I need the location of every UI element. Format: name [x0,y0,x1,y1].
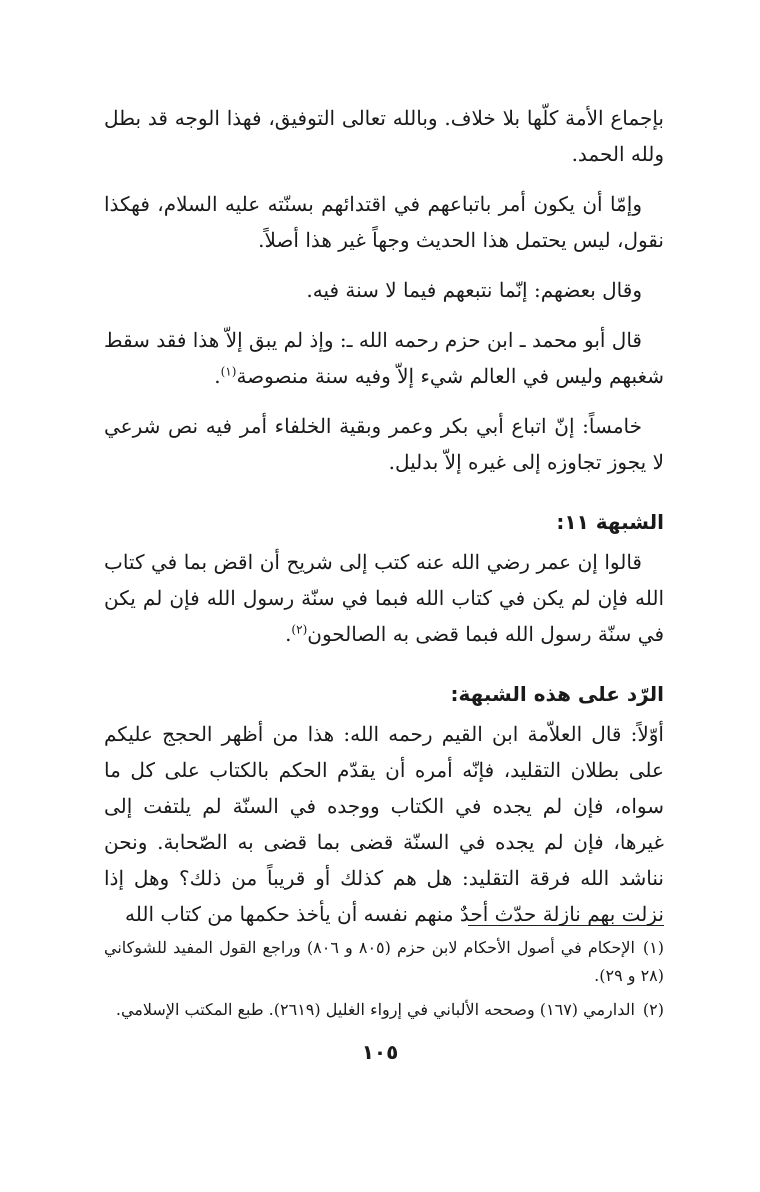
footnote-2-text: الدارمي (١٦٧) وصححه الألباني في إرواء الغليل (٢٦١٩). طبع المكتب الإسلامي. [115,1000,635,1019]
footnotes [104,934,664,1030]
paragraph-ijma: بإجماع الأمة كلّها بلا خلاف. وبالله تعالى التوفيق، فهذا الوجه قد بطل ولله الحمد. [104,106,664,166]
footnote-1-number: (١) [642,938,665,957]
ibn-hazm-tail: . [214,364,221,388]
footnote-divider [468,925,664,926]
footnote-ref-2[interactable]: (٢) [291,622,308,637]
paragraph-ibn-hazm [104,322,664,394]
paragraph-radd-text: أوّلاً: قال العلاّمة ابن القيم رحمه الله: هذا من أظهر الحجج عليكم على بطلان التقليد، فإنّه أمره أن يقدّم الحكم بالكتاب على كل ما سواه، فإن لم يجده في الكتاب ووجده في السنّة لم يلتفت إلى غيرها، فإن لم يجده في السنّة قضى بما قضى به الصّحابة. ونحن نناشد الله فرقة التقليد: هل هم كذلك أو قريباً من ذلك؟ وهل إذا نزلت بهم نازلة حدّث أحدٌ منهم نفسه أن يأخذ حكمها من كتاب الله [104,722,664,926]
shubha-tail: . [285,622,292,646]
ibn-hazm-text: قال أبو محمد ـ ابن حزم رحمه الله ـ: وإذ لم يبق إلاّ هذا فقد سقط شغبهم وليس في العالم شيء إلاّ وفيه سنة منصوصة [104,328,664,388]
heading-radd: الرّد على هذه الشبهة: [450,682,664,706]
footnote-ref-1[interactable]: (١) [220,364,237,379]
footnote-2-number: (٢) [642,1000,664,1019]
footnote-1 [104,934,664,990]
footnote-1-text: الإحكام في أصول الأحكام لابن حزم (٨٠٥ و ٨٠٦) وراجع القول المفيد للشوكاني (٢٨ و ٢٩). [104,938,664,985]
paragraph-khamisan: خامساً: إنّ اتباع أبي بكر وعمر وبقية الخلفاء أمر فيه نص شرعي لا يجوز تجاوزه إلى غيره إلاّ بدليل. [104,414,664,474]
page-number: ١٠٥ [361,1040,399,1064]
paragraph-shubha-text [104,544,664,652]
heading-shubha-11: الشبهة ١١: [556,510,664,534]
paragraph-ittiba-sunna: وإمّا أن يكون أمر باتباعهم في اقتدائهم بسنّته عليه السلام، فهكذا نقول، ليس يحتمل هذا الحديث وجهاً غير هذا أصلاً. [104,192,664,252]
shubha-text: قالوا إن عمر رضي الله عنه كتب إلى شريح أن اقض بما في كتاب الله فإن لم يكن في كتاب الله فبما في سنّة رسول الله فإن لم يكن في سنّة رسول الله فبما قضى به الصالحون [104,550,664,646]
paragraph-qala-badhuhum: وقال بعضهم: إنّما نتبعهم فيما لا سنة فيه. [306,278,642,302]
footnote-2 [104,996,664,1024]
page-body [104,100,664,946]
